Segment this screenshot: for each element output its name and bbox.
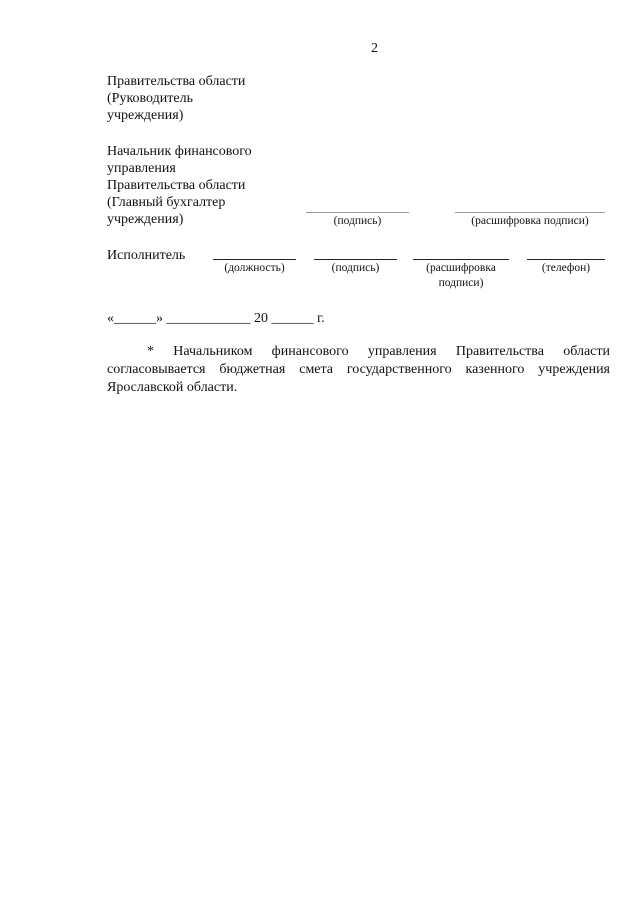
decoding-line (455, 212, 605, 213)
block1-line-1: Правительства области (107, 74, 246, 89)
caption-decoding: (расшифровка подписи) (471, 215, 589, 227)
executor-signature-line (314, 259, 397, 260)
block2-line-2: управления (107, 161, 176, 176)
block1-line-2: (Руководитель (107, 91, 193, 106)
block2-line-1: Начальник финансового (107, 144, 252, 159)
caption-decoding-1: (расшифровка (426, 262, 496, 274)
block2-line-3: Правительства области (107, 178, 246, 193)
position-line (213, 259, 296, 260)
signature-line (306, 212, 409, 213)
caption-decoding-2: подписи) (438, 277, 484, 289)
footnote: * Начальником финансового управления Правительства области согласовывается бюджетная смета государственного казенного учреждения Ярославской области. (107, 344, 610, 395)
caption-signature: (подпись) (333, 215, 382, 227)
date-line: «______» ____________ 20 ______ г. (107, 311, 325, 326)
page-number: 2 (371, 41, 378, 56)
executor-decoding-line (413, 259, 509, 260)
phone-line (527, 259, 605, 260)
caption-phone: (телефон) (541, 262, 591, 274)
block2-line-4: (Главный бухгалтер (107, 195, 226, 210)
block2-line-5: учреждения) (107, 212, 184, 227)
executor-label: Исполнитель (107, 248, 186, 263)
block1-line-3: учреждения) (107, 108, 184, 123)
caption-executor-signature: (подпись) (331, 262, 380, 274)
caption-position: (должность) (224, 262, 285, 274)
